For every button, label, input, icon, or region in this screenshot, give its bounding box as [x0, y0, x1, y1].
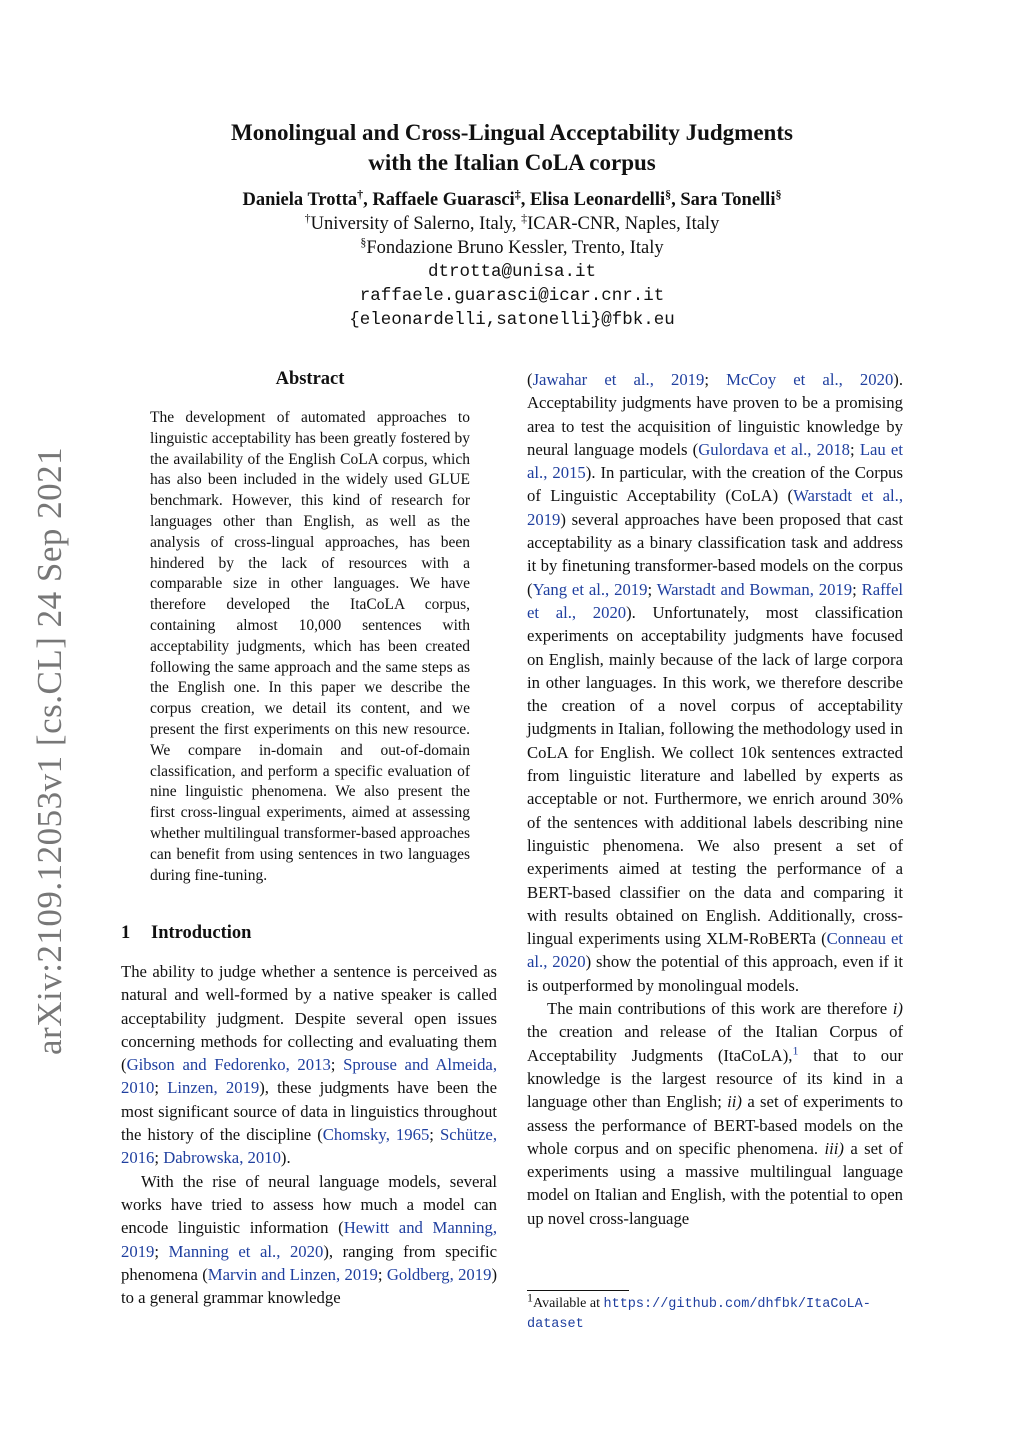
citation-year: 1965: [395, 1125, 430, 1145]
citation-author: Warstadt and Bowman: [656, 579, 810, 599]
author-list: Daniela Trotta†, Raffaele Guarasci‡, Elisa Leonardelli§, Sara Tonelli§: [242, 186, 782, 210]
citation-year: 2020: [859, 370, 894, 389]
paragraph: [121, 960, 497, 1170]
text-run: ).: [280, 1148, 291, 1168]
citation-year: 2019: [614, 579, 648, 599]
introduction-section: [121, 922, 497, 1309]
text-run: ;: [377, 1264, 387, 1284]
text-run: ), ranging from specific phenomena (: [121, 1241, 498, 1284]
text-run: ;: [852, 579, 862, 599]
email[interactable]: {eleonardelli,satonelli}@fbk.eu: [349, 310, 675, 330]
text-run: ,: [492, 1055, 498, 1075]
footnote-mark: 1: [527, 1290, 533, 1305]
abstract-heading: Abstract: [275, 369, 345, 389]
text-run: ,: [213, 1078, 226, 1098]
right-body: [527, 368, 903, 1230]
citation-link[interactable]: [169, 1242, 324, 1261]
email[interactable]: dtrotta@unisa.it: [427, 262, 597, 282]
citation-year: 2018: [816, 439, 850, 459]
citation-link[interactable]: [726, 370, 893, 389]
citation-author: Dabrowska: [163, 1148, 240, 1168]
footnote: [527, 1290, 903, 1334]
text-run: The main contributions of this work are therefore: [547, 999, 893, 1019]
citation-author: Manning et al.: [168, 1241, 277, 1261]
citation-year: 2010: [121, 1078, 155, 1098]
abstract-section: [150, 368, 470, 886]
citation-year: 2015: [552, 463, 586, 483]
affiliation: Fondazione Bruno Kessler, Trento, Italy: [366, 238, 664, 258]
text-run: ), these judgments have been the most significant source of data in linguistics throughout the history of the discipline (: [121, 1078, 498, 1145]
text-run: ,: [285, 1055, 298, 1075]
footnote-text: Available at: [533, 1296, 604, 1311]
citation-author: Chomsky: [322, 1125, 386, 1145]
affiliation-line: [0, 212, 1024, 236]
text-run: the creation and release of the Italian Corpus of Acceptability Judgments (ItaCoLA),: [527, 1022, 903, 1065]
text-run: a set of experiments to assess the performance of BERT-based models on the whole corpus and on specific phenomena.: [527, 1092, 903, 1158]
affiliation: University of Salerno, Italy,: [310, 214, 522, 234]
text-run: ,: [605, 579, 615, 599]
text-run: ,: [276, 1241, 290, 1261]
author-name: Elisa Leonardelli: [529, 190, 666, 210]
text-run: With the rise of neural language models, several works have tried to assess how much a model can encode linguistic information (: [121, 1171, 497, 1238]
text-run: a set of experiments using a massive multilingual language model on Italian and English, with the potential to open up novel cross-language: [527, 1138, 903, 1228]
text-run: ,: [571, 602, 593, 622]
affiliation-mark: §: [775, 186, 782, 201]
citation-year: 2019: [121, 1241, 155, 1261]
citation-year: 2020: [289, 1241, 324, 1261]
text-run: ;: [704, 370, 727, 389]
citation-year: 2019: [225, 1078, 260, 1098]
enum-marker: iii): [824, 1138, 844, 1158]
citation-year: 2016: [121, 1148, 155, 1168]
citation-author: Hewitt and Manning: [343, 1218, 493, 1238]
citation-link[interactable]: [657, 580, 852, 599]
citation-author: Sprouse and Almeida: [343, 1055, 493, 1075]
citation-author: Jawahar et al.: [532, 370, 650, 389]
affiliation: ICAR-CNR, Naples, Italy: [527, 214, 720, 234]
citation-author: Linzen: [167, 1078, 214, 1098]
citation-year: 2020: [552, 952, 586, 972]
right-column: [527, 368, 903, 1230]
text-run: ,: [898, 486, 903, 506]
citation-year: 2019: [818, 579, 853, 599]
affiliation-mark: †: [304, 210, 311, 225]
text-run: ;: [647, 579, 657, 599]
text-run: ,: [809, 579, 819, 599]
text-run: ;: [850, 439, 860, 459]
text-run: ). Unfortunately, most classification experiments on acceptability judgments have focused on English, mainly because of the lack of large corpora in other languages. In this work, we therefore describe the creation of a novel corpus of acceptability judgments in Italian, following the methodology used in CoLA for English. We collect 10k sentences extracted from linguistic literature and labelled by experts as acceptable or not. Furthermore, we enrich around 30% of the sentences with additional labels describing nine linguistic phenomena. We also present a set of experiments aimed at testing the performance of a BERT-based classifier on the data and comparing it with results obtained on English. Additionally, cross-lingual experiments using XLM-RoBERTa (: [527, 602, 904, 949]
citation-author: Marvin and Linzen: [207, 1264, 336, 1284]
citation-author: Goldberg: [386, 1264, 450, 1284]
affiliation-mark: ‡: [514, 186, 521, 201]
text-run: ;: [154, 1078, 168, 1098]
title-line-2: with the Italian CoLA corpus: [368, 150, 656, 175]
affiliation-mark: †: [357, 186, 364, 201]
abstract-text: The development of automated approaches to linguistic acceptability has been greatly fostered by the availability of the English CoLA corpus, which has also been included in the widely used GLUE benchmark. However, this kind of research for languages other than English, as well as the analysis of cross-lingual approaches, has been hindered by the lack of resources with a comparable size in other languages. We have therefore developed the ItaCoLA corpus, containing almost 10,000 sentences with acceptability judgments, which has been created following the same approach and the same steps as the English one. In this paper we describe the corpus creation, we detail its content, and we present the first experiments on this new resource. We compare in-domain and out-of-domain classification, and perform a specific evaluation of nine linguistic phenomena. We also present the first cross-lingual experiments, aimed at assessing whether multilingual transformer-based approaches can benefit from using sentences in two languages during fine-tuning.: [150, 409, 470, 884]
text-run: ,: [385, 1125, 396, 1145]
paragraph: [121, 1170, 497, 1310]
author-name: Raffaele Guarasci: [372, 190, 515, 210]
citation-author: Gulordava et al.: [698, 439, 808, 459]
citation-author: Lau et al.: [527, 439, 903, 483]
text-run: ) to a general grammar knowledge: [121, 1264, 498, 1308]
citation-link[interactable]: [698, 440, 850, 459]
affiliation-line: [0, 236, 1024, 260]
citation-year: 2013: [297, 1055, 331, 1075]
text-run: ). In particular, with the creation of the Corpus of Linguistic Acceptability (CoLA) (: [527, 463, 904, 506]
citation-author: Schütze: [440, 1125, 493, 1145]
citation-link[interactable]: [208, 1265, 378, 1284]
citation-year: 2010: [247, 1148, 281, 1168]
citation-link[interactable]: [167, 1078, 259, 1097]
text-run: ,: [449, 1264, 459, 1284]
email[interactable]: raffaele.guarasci@icar.cnr.it: [359, 286, 665, 306]
footnote-link[interactable]: https://github.com/dhfbk/ItaCoLA-dataset: [527, 1297, 871, 1332]
footnote-divider: [527, 1290, 629, 1291]
enum-marker: i): [892, 999, 903, 1019]
text-run: ,: [838, 370, 860, 389]
text-run: ,: [543, 463, 553, 483]
text-run: ) several approaches have been proposed that cast acceptability as a binary classification task and address it by finetuning transformer-based models on the corpus (: [527, 509, 903, 599]
citation-author: Raffel et al.: [527, 579, 904, 622]
paragraph: [527, 368, 903, 997]
text-run: that to our knowledge is the largest resource of its kind in a language other than English;: [527, 1045, 904, 1112]
citation-author: McCoy et al.: [726, 370, 839, 389]
title-line-1: Monolingual and Cross-Lingual Acceptability Judgments: [231, 120, 793, 145]
section-number: 1: [121, 923, 131, 943]
section-heading: [121, 922, 497, 944]
text-run: ,: [492, 1218, 497, 1238]
citation-year: 2019: [458, 1264, 492, 1284]
text-run: ;: [330, 1055, 344, 1075]
citation-year: 2019: [527, 509, 561, 529]
citation-author: Conneau et al.: [527, 929, 903, 972]
text-run: ,: [649, 370, 671, 389]
text-run: ;: [154, 1241, 169, 1261]
citation-author: Warstadt et al.: [793, 486, 899, 506]
affiliation-mark: §: [665, 186, 672, 201]
text-run: ,: [336, 1264, 345, 1284]
citation-author: Gibson and Fedorenko: [126, 1055, 286, 1075]
citation-link[interactable]: [163, 1148, 281, 1167]
citation-link[interactable]: [387, 1265, 492, 1284]
section-title: Introduction: [151, 923, 252, 943]
text-run: ;: [154, 1148, 164, 1168]
citation-year: 2020: [592, 602, 627, 622]
paper-title: [0, 118, 1024, 178]
intro-body: [121, 960, 497, 1309]
text-run: (: [527, 370, 533, 389]
citation-link[interactable]: [323, 1125, 430, 1144]
affiliation-mark: ‡: [521, 210, 528, 225]
text-run: ,: [807, 439, 817, 459]
text-run: ). Acceptability judgments have proven to be a promising area to test the acquisition of linguistic knowledge by neural language models (: [527, 370, 904, 459]
paragraph: [527, 997, 903, 1230]
affiliation-mark: §: [360, 234, 367, 249]
arxiv-stamp: arXiv:2109.12053v1 [cs.CL] 24 Sep 2021: [30, 446, 69, 1055]
text-run: ,: [543, 952, 553, 972]
text-run: The ability to judge whether a sentence is perceived as natural and well-formed by a native speaker is called acceptability judgment. Despite several open issues concerning methods for collecting and evaluating them (: [121, 962, 497, 1075]
paper-header: [0, 118, 1024, 332]
footnote-ref[interactable]: 1: [792, 1043, 799, 1058]
text-run: ;: [429, 1125, 440, 1145]
text-run: ,: [492, 1125, 497, 1145]
citation-author: Yang et al.: [532, 579, 606, 599]
citation-link[interactable]: [533, 370, 705, 389]
citation-year: 2019: [670, 370, 705, 389]
citation-year: 2019: [344, 1264, 378, 1284]
text-run: ) show the potential of this approach, even if it is outperformed by monolingual models.: [527, 952, 904, 995]
author-name: Sara Tonelli: [680, 190, 776, 210]
citation-link[interactable]: [533, 580, 648, 599]
enum-marker: ii): [727, 1092, 742, 1112]
text-run: ,: [239, 1148, 248, 1168]
citation-link[interactable]: [127, 1055, 331, 1074]
author-name: Daniela Trotta: [242, 190, 358, 210]
